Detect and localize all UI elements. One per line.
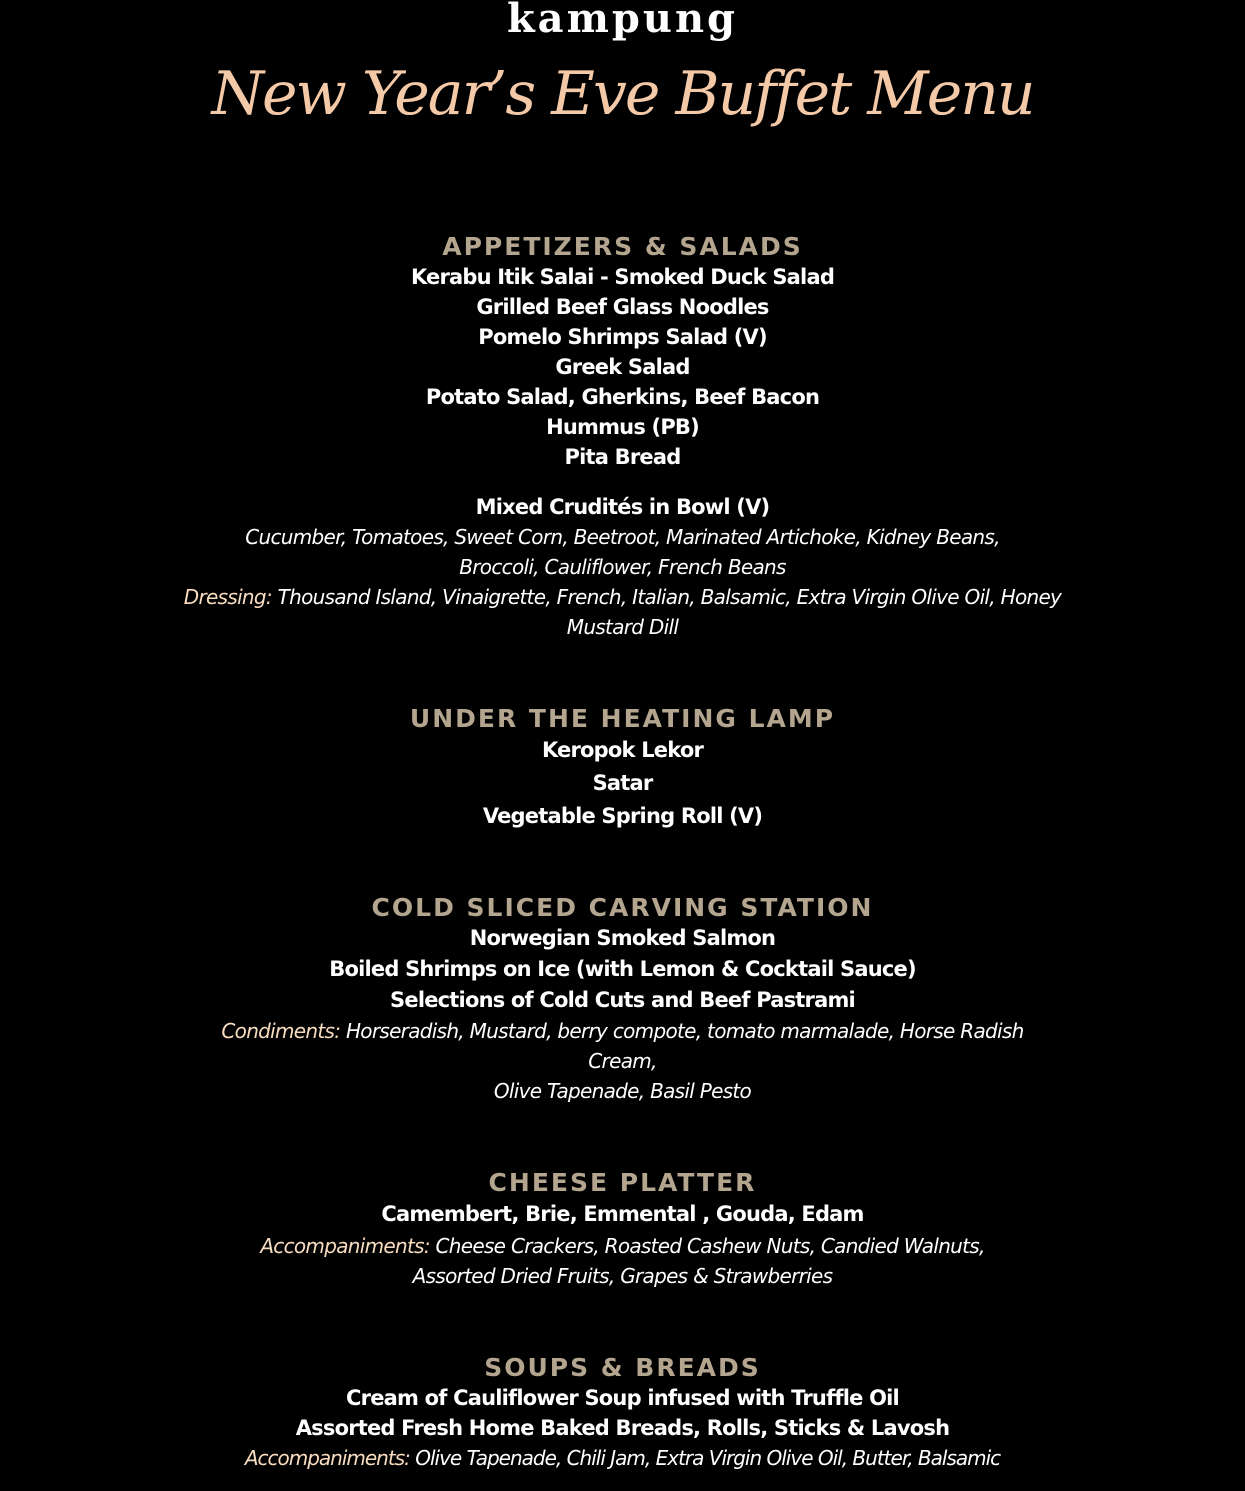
section-heading: SOUPS & BREADS xyxy=(484,1353,761,1382)
section-soups-breads xyxy=(0,1353,1245,1473)
dressing-note xyxy=(173,582,1073,642)
accompaniments-label: Accompaniments: xyxy=(244,1446,410,1470)
menu-item: Satar xyxy=(592,771,653,795)
menu-item: Greek Salad xyxy=(555,355,690,379)
menu-item: Camembert, Brie, Emmental , Gouda, Edam xyxy=(381,1202,864,1226)
menu-item: Hummus (PB) xyxy=(546,415,699,439)
crudites-line: Broccoli, Cauliflower, French Beans xyxy=(459,555,786,579)
brand-name: kampung xyxy=(506,0,739,42)
section-heading: UNDER THE HEATING LAMP xyxy=(409,704,836,733)
condiments-label: Condiments: xyxy=(221,1019,341,1043)
menu-item: Selections of Cold Cuts and Beef Pastrami xyxy=(390,988,855,1012)
menu-item: Kerabu Itik Salai - Smoked Duck Salad xyxy=(410,265,835,289)
section-heading: COLD SLICED CARVING STATION xyxy=(371,893,874,922)
section-cheese-platter xyxy=(0,1168,1245,1291)
menu-item: Pita Bread xyxy=(564,445,681,469)
accompaniments-text: Cheese Crackers, Roasted Cashew Nuts, Candied Walnuts, xyxy=(429,1234,985,1258)
menu-item: Grilled Beef Glass Noodles xyxy=(476,295,769,319)
section-appetizers xyxy=(0,232,1245,642)
accompaniments-label: Accompaniments: xyxy=(260,1234,430,1258)
menu-item: Pomelo Shrimps Salad (V) xyxy=(478,325,767,349)
section-carving-station xyxy=(0,893,1245,1106)
menu-item: Cream of Cauliflower Soup infused with Truffle Oil xyxy=(346,1386,899,1410)
menu-item: Boiled Shrimps on Ice (with Lemon & Cocktail Sauce) xyxy=(329,957,916,981)
menu-item: Norwegian Smoked Salmon xyxy=(469,926,776,950)
crudites-title: Mixed Crudités in Bowl (V) xyxy=(475,495,770,519)
condiments-line: Olive Tapenade, Basil Pesto xyxy=(493,1079,752,1103)
accompaniments-text: Olive Tapenade, Chili Jam, Extra Virgin Olive Oil, Butter, Balsamic xyxy=(409,1446,1001,1470)
condiments-note xyxy=(193,1016,1053,1076)
section-heating-lamp xyxy=(0,704,1245,833)
menu-item: Assorted Fresh Home Baked Breads, Rolls, Sticks & Lavosh xyxy=(295,1416,950,1440)
menu-title: New Year’s Eve Buffet Menu xyxy=(211,59,1034,129)
menu-item: Keropok Lekor xyxy=(541,738,704,762)
accompaniments-line: Assorted Dried Fruits, Grapes & Strawberries xyxy=(412,1264,833,1288)
crudites-line: Cucumber, Tomatoes, Sweet Corn, Beetroot, Marinated Artichoke, Kidney Beans, xyxy=(245,525,1000,549)
section-heading: APPETIZERS & SALADS xyxy=(442,232,803,261)
dressing-label: Dressing: xyxy=(183,585,272,609)
accompaniments-note xyxy=(123,1443,1123,1473)
dressing-text: Thousand Island, Vinaigrette, French, Italian, Balsamic, Extra Virgin Olive Oil, Honey Mustard Dill xyxy=(271,585,1062,639)
menu-item: Vegetable Spring Roll (V) xyxy=(482,804,763,828)
section-heading: CHEESE PLATTER xyxy=(488,1168,757,1197)
condiments-text: Horseradish, Mustard, berry compote, tomato marmalade, Horse Radish Cream, xyxy=(340,1019,1024,1073)
spacer xyxy=(0,472,1245,492)
accompaniments-note xyxy=(143,1231,1103,1261)
menu-item: Potato Salad, Gherkins, Beef Bacon xyxy=(425,385,820,409)
